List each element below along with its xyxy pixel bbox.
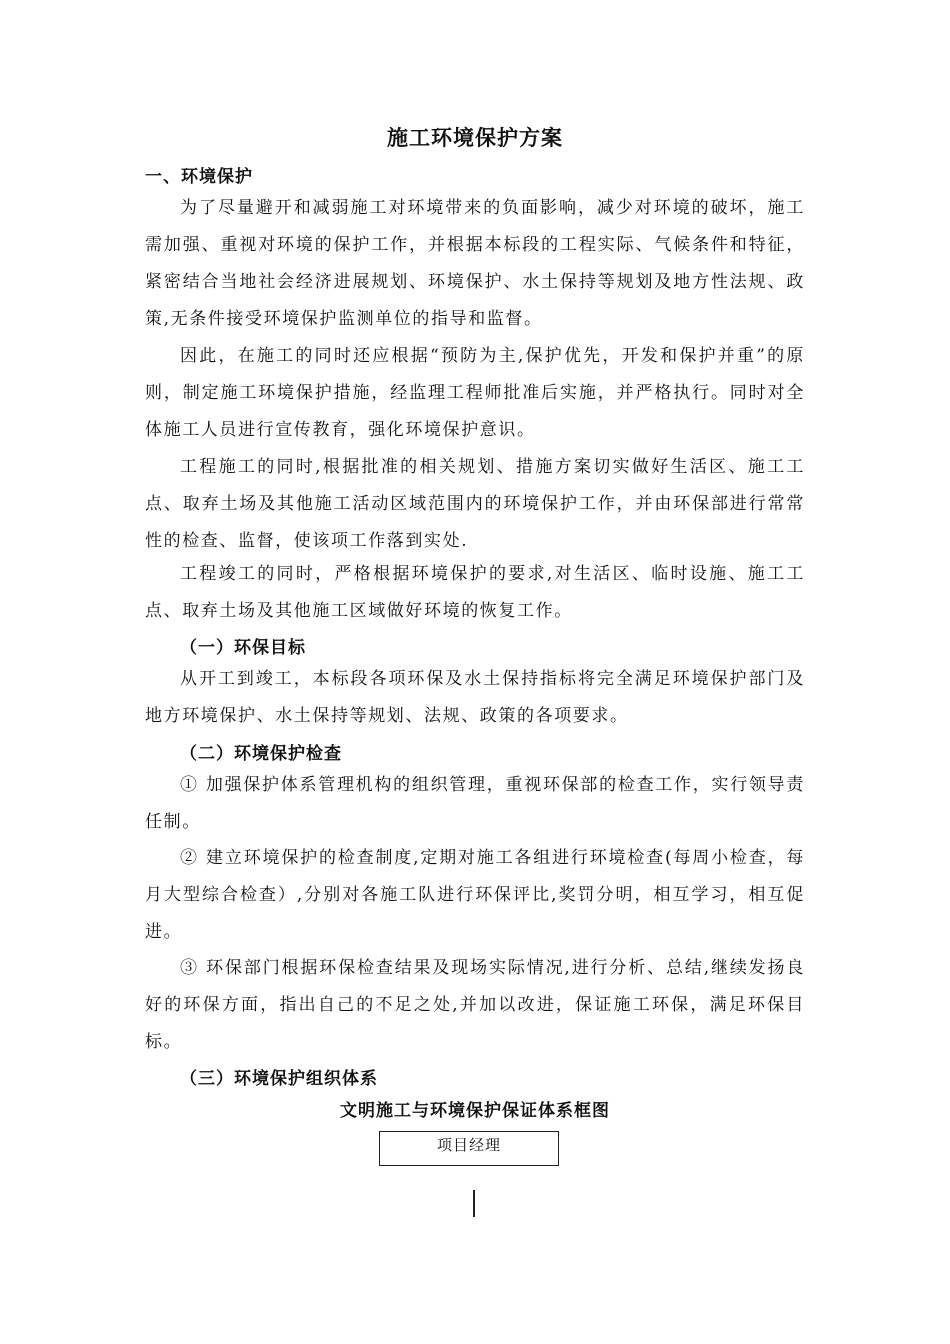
- paragraph-intro: 为了尽量避开和减弱施工对环境带来的负面影响，减少对环境的破坏，施工需加强、重视对环境的保护工作，并根据本标段的工程实际、气候条件和特征，紧密结合当地社会经济进展规划、环境保护、水土保持等规划及地方性法规、政策,无条件接受环境保护监测单位的指导和监督。: [145, 198, 805, 329]
- paragraph-construction: 工程施工的同时,根据批准的相关规划、措施方案切实做好生活区、施工工点、取弃土场及其他施工活动区域范围内的环境保护工作，并由环保部进行常常性的检查、监督，使该项工作落到实处.: [145, 457, 805, 551]
- inspection-item-3: ③ 环保部门根据环保检查结果及现场实际情况,进行分析、总结,继续发扬良好的环保方面，指出自己的不足之处,并加以改进，保证施工环保，满足环保目标。: [145, 958, 805, 1052]
- paragraph-completion: 工程竣工的同时，严格根据环境保护的要求,对生活区、临时设施、施工工点、取弃土场及其他施工区域做好环境的恢复工作。: [145, 564, 805, 621]
- org-chart-box-project-manager: 项目经理: [379, 1131, 559, 1166]
- subheading-organization: （三）环境保护组织体系: [180, 1069, 378, 1089]
- inspection-item-2: ② 建立环境保护的检查制度,定期对施工各组进行环境检查(每周小检查，每月大型综合检查）,分别对各施工队进行环保评比,奖罚分明，相互学习，相互促进。: [145, 848, 805, 942]
- inspection-item-1: ① 加强保护体系管理机构的组织管理，重视环保部的检查工作，实行领导责任制。: [145, 775, 805, 832]
- section-heading-environmental-protection: 一、环境保护: [145, 167, 253, 187]
- paragraph-goals: 从开工到竣工，本标段各项环保及水土保持指标将完全满足环境保护部门及地方环境保护、水土保持等规划、法规、政策的各项要求。: [145, 669, 805, 726]
- org-chart-connector-line: [473, 1190, 475, 1217]
- subheading-goals: （一）环保目标: [180, 638, 306, 658]
- org-chart-caption: 文明施工与环境保护保证体系框图: [340, 1101, 610, 1121]
- subheading-inspection: （二）环境保护检查: [180, 744, 342, 764]
- paragraph-principle: 因此，在施工的同时还应根据“预防为主,保护优先，开发和保护并重”的原则，制定施工环境保护措施，经监理工程师批准后实施，并严格执行。同时对全体施工人员进行宣传教育，强化环境保护意识。: [145, 346, 805, 440]
- document-title: 施工环境保护方案: [387, 125, 563, 150]
